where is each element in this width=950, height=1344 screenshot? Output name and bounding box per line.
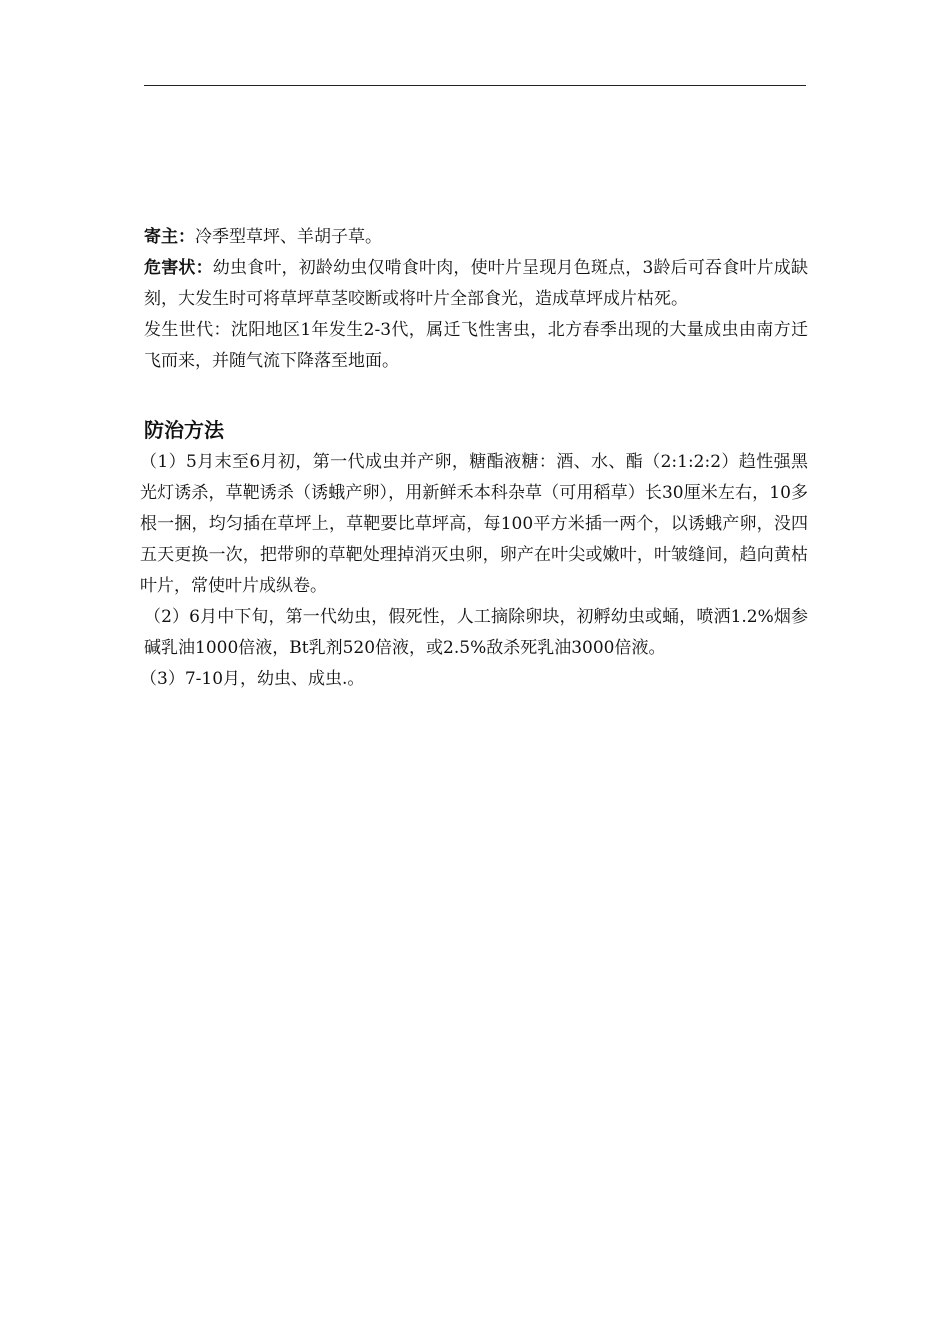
control-item-text: 7-10月，幼虫、成虫.。 xyxy=(184,669,365,689)
control-item-text: 5月末至6月初，第一代成虫并产卵，糖酯液糖：酒、水、酯（2:1:2:2）趋性强黑光灯诱杀，草靶诱杀（诱蛾产卵），用新鲜禾本科杂草（可用稻草）长30厘米左右，10多根一捆，均匀插在草坪上，草靶要比草坪高，每100平方米插一两个，以诱蛾产卵，没四五天更换一次，把带卵的草靶处理掉消灭虫卵，卵产在叶尖或嫩叶，叶皱缝间，趋向黄枯叶片，常使叶片成纵卷。 xyxy=(140,452,808,596)
host-text: 冷季型草坪、羊胡子草。 xyxy=(195,227,382,247)
control-item-2 xyxy=(144,602,808,664)
generations-paragraph xyxy=(144,315,808,377)
host-label: 寄主： xyxy=(144,227,195,247)
control-item-marker: （1） xyxy=(140,452,186,472)
control-item-text: 6月中下旬，第一代幼虫，假死性，人工摘除卵块，初孵幼虫或蛹，喷洒1.2%烟参碱乳油1000倍液，Bt乳剂520倍液，或2.5%敌杀死乳油3000倍液。 xyxy=(144,607,808,658)
control-item-marker: （3） xyxy=(140,669,185,689)
damage-text: 幼虫食叶，初龄幼虫仅啃食叶肉，使叶片呈现月色斑点，3龄后可吞食叶片成缺刻，大发生时可将草坪草茎咬断或将叶片全部食光，造成草坪成片枯死。 xyxy=(144,258,808,309)
host-paragraph xyxy=(144,222,808,253)
document-body xyxy=(140,222,808,695)
control-item-3 xyxy=(140,664,808,695)
control-item-marker: （2） xyxy=(144,607,190,627)
generations-text: 发生世代：沈阳地区1年发生2-3代，属迁飞性害虫，北方春季出现的大量成虫由南方迁飞而来，并随气流下降落至地面。 xyxy=(144,320,808,371)
control-item-1 xyxy=(140,447,808,602)
damage-label: 危害状： xyxy=(144,258,213,278)
header-rule xyxy=(144,85,806,86)
control-methods-heading: 防治方法 xyxy=(144,418,224,442)
damage-paragraph xyxy=(144,253,808,315)
